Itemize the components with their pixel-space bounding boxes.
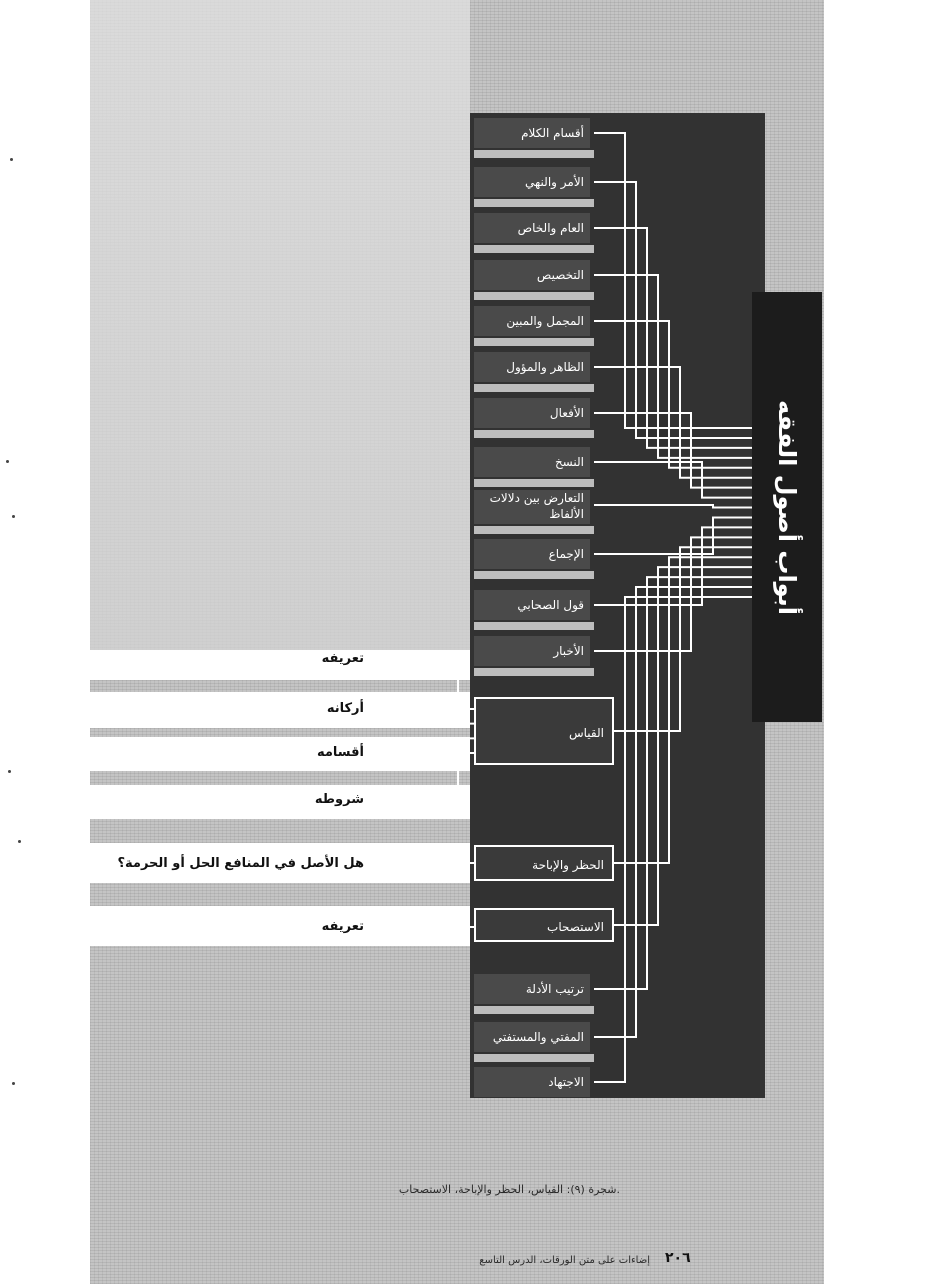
connector-qiyas-definition: [380, 665, 474, 709]
topic-divider: [474, 199, 594, 207]
margin-speck: [12, 1082, 15, 1085]
connector-line-18: [594, 597, 752, 1082]
connector-line-1: [594, 133, 752, 428]
connector-line-7: [594, 413, 752, 488]
topic-divider: [474, 245, 594, 253]
connector-qiyas-types: [380, 738, 474, 757]
topic-3: العام والخاص: [474, 213, 590, 243]
connector-line-2: [594, 182, 752, 438]
connector-line-13: [614, 547, 752, 731]
topic-12: الأخبار: [474, 636, 590, 666]
topic-9: التعارض بين دلالات الألفاظ: [474, 490, 590, 524]
topic-18: الاجتهاد: [474, 1067, 590, 1097]
qiyas-subtopic-types: أقسامه: [316, 745, 364, 760]
topic-5: المجمل والمبين: [474, 306, 590, 336]
topic-divider: [474, 668, 594, 676]
topic-8: النسخ: [474, 447, 590, 477]
topic-divider: [474, 622, 594, 630]
topic-divider: [474, 1006, 594, 1014]
topic-4: التخصيص: [474, 260, 590, 290]
topic-divider: [474, 1054, 594, 1062]
topic-14: الحظر والإباحة: [474, 845, 614, 881]
footer-book-title: إضاءات على متن الورقات، الدرس التاسع: [479, 1255, 650, 1266]
topic-divider: [474, 384, 594, 392]
connector-line-16: [594, 577, 752, 989]
topic-divider: [474, 430, 594, 438]
qiyas-subtopic-pillars: أركانه: [326, 701, 364, 716]
topic-divider: [474, 526, 594, 534]
topic-6: الظاهر والمؤول: [474, 352, 590, 382]
diagram-title: أبواب أصول الفقه: [773, 399, 801, 615]
page-number: ٢٠٦: [665, 1250, 691, 1266]
topic-2: الأمر والنهي: [474, 167, 590, 197]
connector-line-17: [594, 587, 752, 1037]
topic-17: المفتي والمستفتي: [474, 1022, 590, 1052]
margin-speck: [18, 840, 21, 843]
topic-divider: [474, 150, 594, 158]
figure-caption: شجرة (٩): القياس، الحظر والإباحة، الاستصحاب.: [398, 1183, 620, 1196]
istishab-subtopic-definition: تعريفه: [321, 919, 364, 934]
connector-line-15: [614, 567, 752, 925]
hazr-subtopic-question: هل الأصل في المنافع الحل أو الحرمة؟: [117, 856, 364, 871]
topic-13: القياس: [474, 697, 614, 765]
connector-line-10: [594, 517, 752, 554]
connector-qiyas-conditions: [380, 753, 474, 803]
connector-line-5: [594, 321, 752, 468]
connector-line-9: [594, 505, 752, 508]
topic-divider: [474, 338, 594, 346]
margin-speck: [12, 515, 15, 518]
topic-divider: [474, 479, 594, 487]
connector-line-14: [614, 557, 752, 863]
connector-line-3: [594, 228, 752, 448]
topic-15: الاستصحاب: [474, 908, 614, 942]
margin-speck: [8, 770, 11, 773]
topic-10: الإجماع: [474, 539, 590, 569]
margin-speck: [6, 460, 9, 463]
connector-qiyas-pillars: [380, 713, 474, 724]
topic-11: قول الصحابي: [474, 590, 590, 620]
qiyas-subtopic-conditions: شروطه: [314, 792, 364, 807]
margin-speck: [10, 158, 13, 161]
topic-1: أقسام الكلام: [474, 118, 590, 148]
topic-16: ترتيب الأدلة: [474, 974, 590, 1004]
qiyas-subtopic-definition: تعريفه: [321, 651, 364, 666]
topic-divider: [474, 292, 594, 300]
topic-divider: [474, 571, 594, 579]
topic-7: الأفعال: [474, 398, 590, 428]
